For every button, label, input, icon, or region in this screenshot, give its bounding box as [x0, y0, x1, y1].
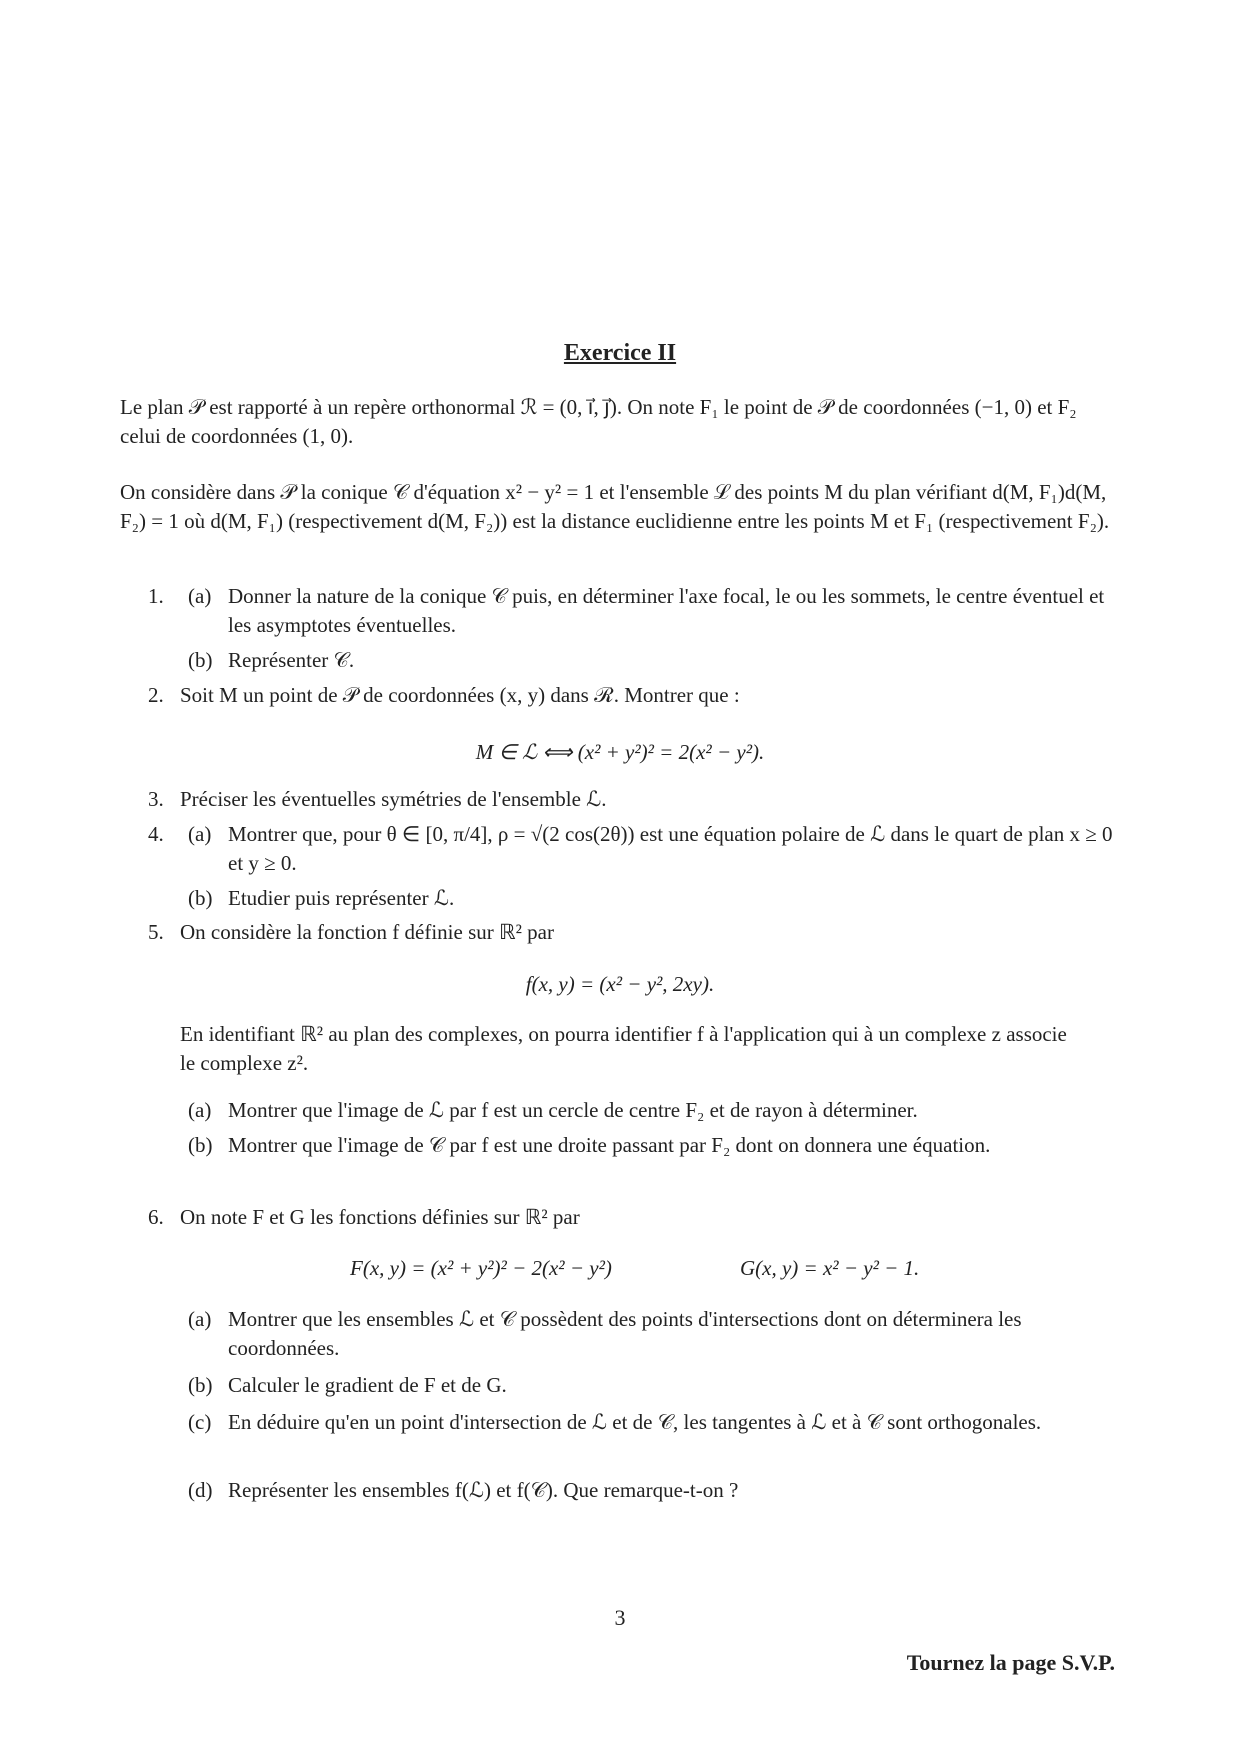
question-3-text: Préciser les éventuelles symétries de l'ensemble ℒ.	[180, 787, 607, 811]
question-5b-label: (b)	[188, 1133, 213, 1157]
question-3-number: 3.	[148, 787, 164, 811]
question-5a-label: (a)	[188, 1098, 212, 1122]
question-1-number: 1.	[148, 584, 164, 608]
question-2-equation: M ∈ ℒ ⟺ (x² + y²)² = 2(x² − y²).	[475, 740, 765, 764]
question-6a-label: (a)	[188, 1307, 212, 1331]
question-6a	[188, 1305, 1048, 1363]
question-6-equation-g: G(x, y) = x² − y² − 1.	[740, 1256, 920, 1280]
question-5-text: On considère la fonction f définie sur ℝ² par	[180, 920, 554, 944]
intro-paragraph-2: On considère dans 𝒫 la conique 𝒞 d'équation x² − y² = 1 et l'ensemble ℒ des points M du plan vérifiant d(M, F₁)d(M, F₂) = 1 où d(M, F₁) (respectivement d(M, F₂)) est la distance euclidienne entre les points M et F₁ (respectivement F₂).	[120, 480, 1110, 533]
question-6b	[188, 1371, 1118, 1400]
exercise-title: Exercice II	[563, 340, 677, 366]
question-1b-text: Représenter 𝒞.	[228, 648, 355, 672]
question-4b-text: Etudier puis représenter ℒ.	[228, 886, 455, 910]
question-5b-text: Montrer que l'image de 𝒞 par f est une droite passant par F₂ dont on donnera une équation.	[228, 1133, 991, 1157]
question-1b	[188, 646, 1118, 675]
question-6d-text: Représenter les ensembles f(ℒ) et f(𝒞). Que remarque-t-on ?	[228, 1478, 739, 1502]
question-2-number: 2.	[148, 683, 164, 707]
question-1a-text: Donner la nature de la conique 𝒞 puis, en déterminer l'axe focal, le ou les sommets, le centre éventuel et les asymptotes éventuelles.	[228, 584, 1105, 637]
question-5-number: 5.	[148, 920, 164, 944]
question-6c	[188, 1408, 1108, 1437]
question-6b-label: (b)	[188, 1373, 213, 1397]
question-4a-label: (a)	[188, 822, 212, 846]
question-4b	[188, 884, 1118, 913]
page-number: 3	[614, 1605, 626, 1630]
turn-page-note: Tournez la page S.V.P.	[906, 1650, 1115, 1675]
question-4b-label: (b)	[188, 886, 213, 910]
question-6c-label: (c)	[188, 1410, 212, 1434]
question-6a-text: Montrer que les ensembles ℒ et 𝒞 possèdent des points d'intersections dont on déterminera les coordonnées.	[228, 1307, 1022, 1360]
question-1a-label: (a)	[188, 584, 212, 608]
question-5-text-2: En identifiant ℝ² au plan des complexes, on pourra identifier f à l'application qui à un complexe z associe le complexe z².	[180, 1022, 1067, 1075]
question-4a	[188, 820, 1118, 878]
question-6c-text: En déduire qu'en un point d'intersection de ℒ et de 𝒞, les tangentes à ℒ et à 𝒞 sont orthogonales.	[228, 1410, 1042, 1434]
question-5a-text: Montrer que l'image de ℒ par f est un cercle de centre F₂ et de rayon à déterminer.	[228, 1098, 918, 1122]
intro-paragraph-1: Le plan 𝒫 est rapporté à un repère orthonormal ℛ = (0, i⃗, j⃗). On note F₁ le point de 𝒫 de coordonnées (−1, 0) et F₂ celui de coordonnées (1, 0).	[120, 395, 1077, 448]
question-2-text: Soit M un point de 𝒫 de coordonnées (x, y) dans ℛ. Montrer que :	[180, 683, 740, 707]
question-4-number: 4.	[148, 822, 164, 846]
question-6-text: On note F et G les fonctions définies sur ℝ² par	[180, 1205, 580, 1229]
question-1a	[188, 582, 1118, 640]
question-6-equation-f: F(x, y) = (x² + y²)² − 2(x² − y²)	[350, 1256, 612, 1280]
question-5a	[188, 1096, 1118, 1125]
question-1b-label: (b)	[188, 648, 213, 672]
question-4a-text: Montrer que, pour θ ∈ [0, π/4], ρ = √(2 cos(2θ)) est une équation polaire de ℒ dans le quart de plan x ≥ 0 et y ≥ 0.	[228, 822, 1113, 875]
question-6d-label: (d)	[188, 1478, 213, 1502]
question-6-number: 6.	[148, 1205, 164, 1229]
question-5b	[188, 1131, 1088, 1160]
question-5-equation: f(x, y) = (x² − y², 2xy).	[525, 972, 715, 996]
question-6b-text: Calculer le gradient de F et de G.	[228, 1373, 507, 1397]
question-6d	[188, 1476, 1118, 1505]
